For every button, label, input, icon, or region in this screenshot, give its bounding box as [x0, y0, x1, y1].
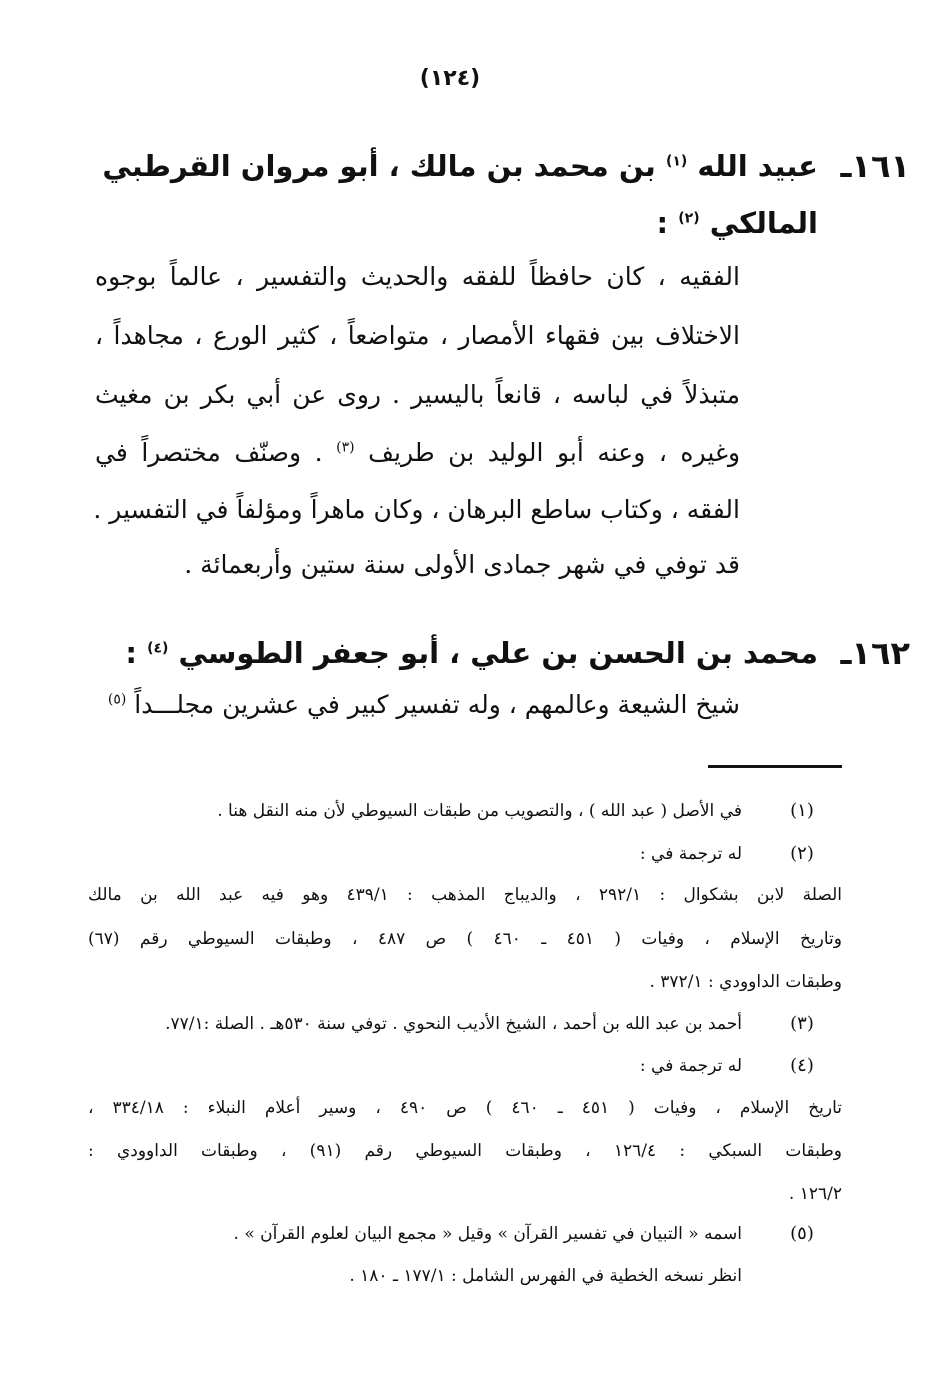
footnote-4-line-4: ١٢٦/٢ . — [788, 1184, 842, 1204]
entry-161-colon: : — [656, 206, 669, 240]
entry-161-name: عبيد الله — [697, 149, 818, 183]
entry-161-line-3: متبذلاً في لباسه ، قانعاً باليسير . روى عن أبي بكر بن مغيث — [95, 380, 740, 409]
entry-161-line-5: الفقه ، وكتاب ساطع البرهان ، وكان ماهراً ومؤلفاً في التفسير . — [93, 495, 740, 524]
footnote-ref-5[interactable]: (٥) — [107, 691, 127, 708]
footnote-ref-4[interactable]: (٤) — [147, 640, 169, 657]
footnote-ref-1[interactable]: (١) — [665, 153, 688, 170]
entry-161-nisba: المالكي — [709, 206, 818, 240]
footnote-4-line-2: تاريخ الإسلام ، وفيات ( ٤٥١ ـ ٤٦٠ ) ص ٤٩٠ ، وسير أعلام النبلاء : ٣٣٤/١٨ ، — [88, 1098, 843, 1118]
footnote-3-number: (٣) — [790, 1013, 814, 1034]
entry-162-line-1 — [95, 685, 740, 725]
footnote-2-line-4: وطبقات الداوودي : ٣٧٢/١ . — [649, 972, 842, 992]
entry-161-line-6: قد توفي في شهر جمادى الأولى سنة ستين وأربعمائة . — [184, 550, 740, 579]
footnote-1-number: (١) — [790, 800, 814, 821]
entry-161-name-rest: بن محمد بن مالك ، أبو مروان القرطبي — [102, 149, 656, 183]
footnote-5-line-1: اسمه « التبيان في تفسير القرآن » وقيل « مجمع البيان لعلوم القرآن » . — [233, 1224, 742, 1244]
entry-161-line-4 — [95, 433, 740, 473]
footnote-4-number: (٤) — [790, 1055, 814, 1076]
entry-162-name: محمد بن الحسن بن علي ، أبو جعفر الطوسي — [178, 636, 818, 670]
entry-161-line-1: الفقيه ، كان حافظاً للفقه والحديث والتفسير ، عالماً بوجوه — [95, 262, 740, 291]
entry-161-heading-line2 — [95, 195, 818, 251]
entry-161-line-4-a: وغيره ، وعنه أبو الوليد بن طريف — [368, 438, 741, 467]
footnote-3-line-1: أحمد بن عبد الله بن أحمد ، الشيخ الأديب النحوي . توفي سنة ٥٣٠هـ . الصلة :٧٧/١. — [165, 1014, 742, 1034]
footnote-separator — [708, 765, 842, 768]
entry-162-line-1-text: شيخ الشيعة وعالمهم ، وله تفسير كبير في عشرين مجلـــداً — [134, 690, 740, 719]
footnote-1-line-1: في الأصل ( عبد الله ) ، والتصويب من طبقات السيوطي لأن منه النقل هنا . — [217, 801, 742, 821]
footnote-2-line-1: له ترجمة في : — [639, 844, 742, 864]
footnote-ref-2[interactable]: (٢) — [678, 210, 700, 227]
entry-162-number: ١٦٢ـ — [840, 634, 910, 672]
footnote-2-number: (٢) — [790, 843, 814, 864]
entry-162-heading — [95, 625, 910, 681]
footnote-ref-3[interactable]: (٣) — [336, 439, 355, 456]
footnote-5-number: (٥) — [790, 1223, 814, 1244]
page-number: (١٢٤) — [419, 66, 481, 91]
entry-161-number: ١٦١ـ — [840, 147, 910, 185]
entry-162-colon: : — [125, 636, 137, 670]
footnote-4-line-1: له ترجمة في : — [639, 1056, 742, 1076]
footnote-5-line-2: انظر نسخه الخطية في الفهرس الشامل : ١٧٧/١ ـ ١٨٠ . — [349, 1266, 742, 1286]
entry-161-line-4-b: . وصنّف مختصراً في — [95, 438, 323, 467]
footnote-2-line-3: وتاريخ الإسلام ، وفيات ( ٤٥١ ـ ٤٦٠ ) ص ٤٨٧ ، وطبقات السيوطي رقم (٦٧) — [88, 929, 842, 949]
footnote-4-line-3: وطبقات السبكي : ١٢٦/٤ ، وطبقات السيوطي رقم (٩١) ، وطبقات الداوودي : — [88, 1141, 842, 1161]
footnote-2-line-2: الصلة لابن بشكوال : ٢٩٢/١ ، والديباج المذهب : ٤٣٩/١ وهو فيه عبد الله بن مالك — [88, 885, 842, 905]
entry-161-line-2: الاختلاف بين فقهاء الأمصار ، متواضعاً ، كثير الورع ، مجاهداً ، — [95, 321, 740, 350]
entry-161-heading — [95, 138, 910, 194]
